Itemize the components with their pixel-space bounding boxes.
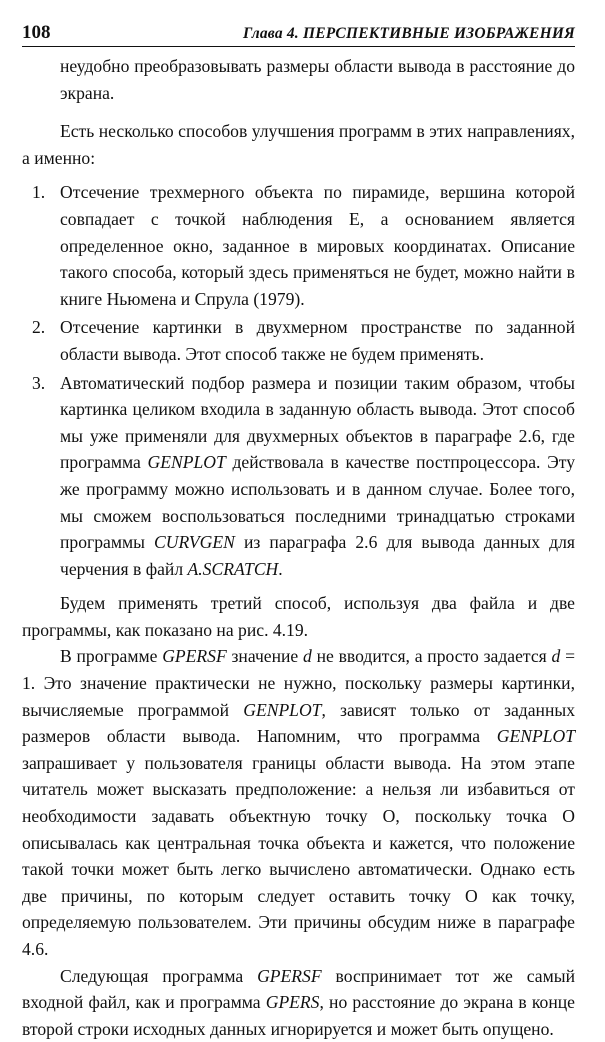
text-part: не вводится, а просто задается: [311, 646, 552, 667]
text-part: воспринимает тот же самый входной файл, как и программа: [22, 965, 575, 1013]
page-body: [22, 53, 575, 1042]
variable: d: [551, 646, 561, 667]
list-item-text-part: действовала в качестве постпроцессора. Эту же программу можно использовать и в данном случае. Более того, мы сможем воспользоваться последними тринадцатью строками программы: [60, 452, 576, 553]
page-number: 108: [22, 22, 51, 43]
chapter-title: Глава 4. ПЕРСПЕКТИВНЫЕ ИЗОБРАЖЕНИЯ: [242, 25, 575, 42]
text-part: Следующая программа: [60, 965, 258, 986]
text-part: = 1. Это значение практически не нужно, поскольку размеры картинки, вычисляемые программой: [22, 646, 575, 720]
program-name: GPERSF: [162, 646, 227, 667]
file-name: A.SCRATCH: [187, 558, 279, 579]
text-part: , зависят только от заданных размеров области вывода. Напомним, что программа: [22, 699, 575, 747]
text-part: значение: [226, 646, 304, 667]
list-item-number: 3.: [32, 372, 46, 393]
paragraph-third-way: Будем применять третий способ, используя два файла и две программы, как показано на рис. 4.19.: [22, 593, 575, 640]
program-name: GENPLOT: [496, 726, 575, 747]
list-item-text: Отсечение трехмерного объекта по пирамиде, вершина которой совпадает с точкой наблюдения E, а основанием является определенное окно, заданное в мировых координатах. Описание такого способа, который здесь применяться не будет, можно найти в книге Ньюмена и Спрула (1979).: [60, 182, 575, 309]
list-item: [22, 314, 575, 367]
text-part: , но расстояние до экрана в конце второй строки исходных данных игнорируется и может быть опущено.: [22, 992, 575, 1039]
text-part: запрашивает у пользователя границы области вывода. На этом этапе читатель может высказать предположение: а нельзя ли избавиться от необходимости задавать объектную точку O, поскольку точка O описывалась как центральная точка объекта и кажется, что положение такой точки может быть легко вычислено автоматически. Однако есть две причины, по которым следует оставить точку O как точку, определяемую пользователем. Эти причины обсудим ниже в параграфе 4.6.: [22, 752, 575, 959]
list-item-text-part: Автоматический подбор размера и позиции таким образом, чтобы картинка целиком входила в заданную область вывода. Этот способ мы уже применяли для двухмерных объектов в параграфе 2.6, где программа: [60, 372, 575, 473]
list-item-text-part: .: [278, 558, 283, 579]
paragraph-continued: неудобно преобразовывать размеры области вывода в расстояние до экрана.: [60, 56, 575, 103]
list-item-number: 1.: [32, 182, 46, 203]
program-name: CURVGEN: [154, 532, 235, 553]
list-item-text-part: из параграфа 2.6 для вывода данных для черчения в файл: [60, 532, 575, 579]
program-name: GPERSF: [257, 965, 322, 986]
paragraph-intro: Есть несколько способов улучшения программ в этих направлениях, а именно:: [22, 121, 575, 168]
paragraph-gpersf: [22, 643, 575, 962]
program-name: GENPLOT: [147, 452, 226, 473]
text-part: В программе: [60, 646, 163, 667]
numbered-list: [22, 179, 575, 582]
program-name: GPERS: [265, 992, 320, 1013]
list-item: [22, 370, 575, 583]
list-item-number: 2.: [32, 317, 46, 338]
program-name: GENPLOT: [243, 699, 322, 720]
list-item: [22, 179, 575, 312]
running-header: [22, 22, 575, 47]
list-item-text: Отсечение картинки в двухмерном пространстве по заданной области вывода. Этот способ также не будем применять.: [60, 317, 575, 364]
variable: d: [303, 646, 312, 667]
paragraph-next-program: [22, 963, 575, 1042]
